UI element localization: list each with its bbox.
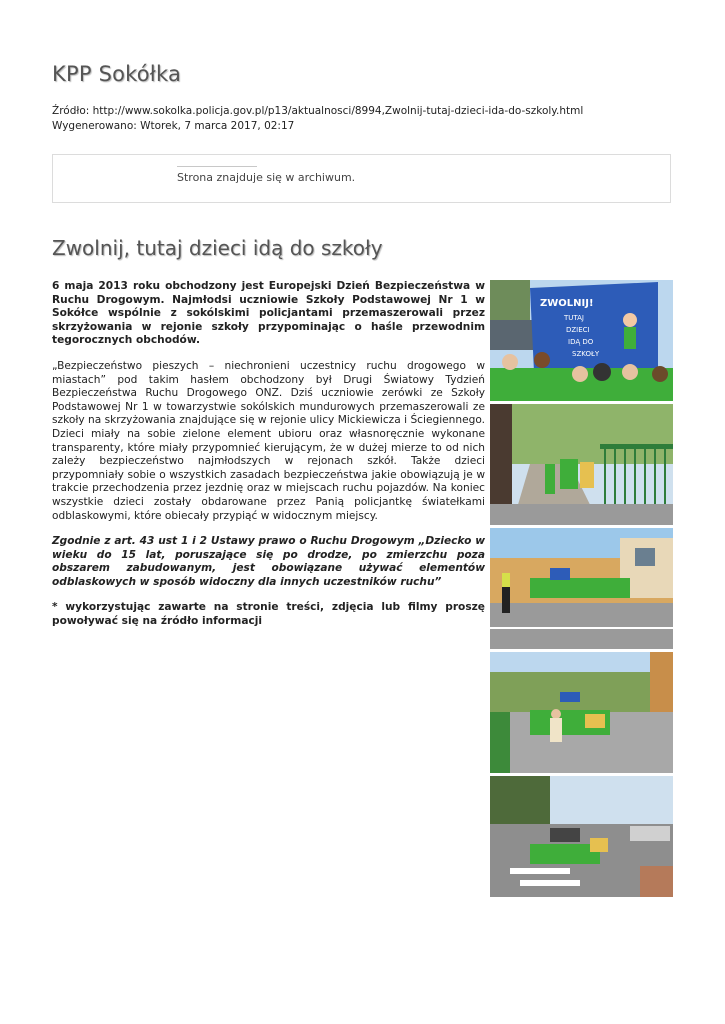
article-quote: Zgodnie z art. 43 ust 1 i 2 Ustawy prawo o Ruchu Drogowym „Dziecko w wieku do 15 lat, poruszające się po drodze, po zmierzchu poza obszarem zabudowanym, jest obowiązane używać elementów odblaskowych w sposób widoczny dla innych uczestników ruchu”	[52, 535, 485, 588]
article-lead: 6 maja 2013 roku obchodzony jest Europejski Dzień Bezpieczeństwa w Ruchu Drogowym. Najmłodsi uczniowie Szkoły Podstawowej Nr 1 w Sokółce wspólnie z sokólskimi policjantami przemaszerowali przez skrzyżowania w rejonie szkoły przypominając o haśle przewodnim tegorocznych obchodów.	[52, 280, 485, 347]
banner-text-3: DZIECI	[566, 326, 590, 334]
banner-text-5: SZKOŁY	[572, 350, 600, 358]
photo-banner[interactable]	[490, 280, 673, 401]
generated-line: Wygenerowano: Wtorek, 7 marca 2017, 02:17	[52, 120, 295, 132]
banner-text-1: ZWOLNIJ!	[540, 298, 594, 309]
photo-fence[interactable]	[490, 404, 673, 525]
source-line: Źródło: http://www.sokolka.policja.gov.pl/p13/aktualnosci/8994,Zwolnij-tutaj-dzieci-ida-do-szkoly.html	[52, 105, 584, 117]
photo-gallery	[490, 280, 673, 900]
archive-notice: Strona znajduje się w archiwum.	[177, 171, 356, 184]
photo-walk[interactable]	[490, 652, 673, 773]
page-meta	[52, 104, 583, 134]
photo-school[interactable]	[490, 528, 673, 649]
article-body: „Bezpieczeństwo pieszych – niechronieni uczestnicy ruchu drogowego w miastach” pod takim hasłem obchodzony był Drugi Światowy Tydzień Bezpieczeństwa Ruchu Drogowego ONZ. Dziś uczniowie zerówki ze Szkoły Podstawowej Nr 1 w towarzystwie sokólskich mundurowych przemaszerowali ze szkoły na skrzyżowania znajdujące się w rejonie ulicy Mickiewicza i Ściegiennego. Dzieci miały na sobie zielone element ubioru oraz własnoręcznie wykonane transparenty, które miały przypomnieć kierującym, że w dużej mierze to od nich zależy bezpieczeństwo najmłodszych w rejonach szkół. Także dzieci przypomniały sobie o wszystkich zasadach bezpieczeństwa jakie obowiązują je w trakcie przechodzenia przez jezdnię oraz w miejscach ruchu pojazdów. Na koniec wszystkie dzieci zostały obdarowane przez Panią policjantkę światełkami odblaskowymi, które obiecały przypiąć w widocznym miejscy.	[52, 359, 485, 522]
banner-text-4: IDĄ DO	[568, 338, 594, 346]
article-content	[52, 280, 485, 641]
article-title: Zwolnij, tutaj dzieci idą do szkoły	[52, 236, 383, 260]
archive-notice-box	[52, 154, 671, 203]
banner-text-2: TUTAJ	[564, 314, 584, 322]
article-note: * wykorzystując zawarte na stronie treści, zdjęcia lub filmy proszę powoływać się na źródło informacji	[52, 601, 485, 628]
archive-divider	[177, 166, 257, 167]
site-title: KPP Sokółka	[52, 62, 182, 86]
photo-crossing[interactable]	[490, 776, 673, 897]
